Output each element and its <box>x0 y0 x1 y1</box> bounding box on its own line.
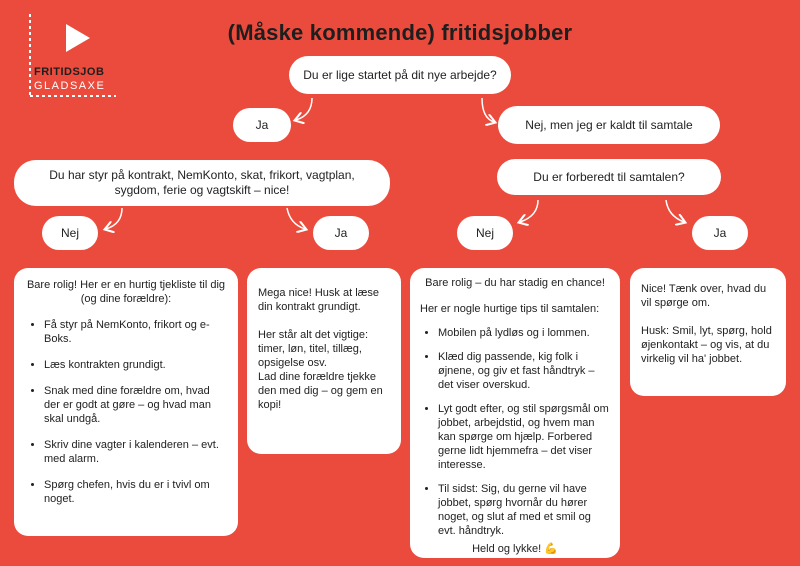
right-answer-yes: Ja <box>692 216 748 250</box>
arrow-root-to-yes <box>296 98 312 120</box>
card-right-no-list <box>420 326 610 538</box>
card-left-no-intro: Bare rolig! Her er en hurtig tjekliste til dig (og dine forældre): <box>26 279 226 305</box>
card-right-no <box>410 268 620 558</box>
list-item: • Til sidst: Sig, du gerne vil have jobbet, spørg hvornår du hører noget, og slut af med et smil og evt. håndtryk. <box>438 482 610 538</box>
arrow-left-to-no <box>106 208 122 229</box>
list-item: • Læs kontrakten grundigt. <box>44 358 226 372</box>
card-right-no-outro: Held og lykke! 💪 <box>472 543 558 555</box>
list-item: • Klæd dig passende, kig folk i øjnene, og giv et fast håndtryk – det viser overskud. <box>438 350 610 392</box>
list-item: • Skriv dine vagter i kalenderen – evt. med alarm. <box>44 438 226 466</box>
list-item: • Mobilen på lydløs og i lommen. <box>438 326 610 340</box>
card-right-yes-p2: Husk: Smil, lyt, spørg, hold øjenkontakt – og vis, at du virkelig vil ha' jobbet. <box>641 325 772 365</box>
arrow-left-to-yes <box>287 208 305 229</box>
list-item: • Få styr på NemKonto, frikort og e-Boks. <box>44 318 226 346</box>
arrow-right-to-no <box>520 200 538 222</box>
root-answer-no: Nej, men jeg er kaldt til samtale <box>498 106 720 144</box>
right-answer-no: Nej <box>457 216 513 250</box>
list-item: • Snak med dine forældre om, hvad der er godt at gøre – og hvad man skal undgå. <box>44 384 226 426</box>
card-left-no-list <box>26 318 226 506</box>
left-question: Du har styr på kontrakt, NemKonto, skat, frikort, vagtplan, sygdom, ferie og vagtskift – nice! <box>14 160 390 206</box>
card-left-yes <box>247 268 401 454</box>
list-item: • Spørg chefen, hvis du er i tvivl om noget. <box>44 478 226 506</box>
left-answer-no: Nej <box>42 216 98 250</box>
arrow-root-to-no <box>482 98 494 122</box>
card-left-yes-p1: Mega nice! Husk at læse din kontrakt grundigt. <box>258 287 380 313</box>
page-title: (Måske kommende) fritidsjobber <box>227 20 573 45</box>
card-left-yes-p2: Her står alt det vigtige: timer, løn, titel, tillæg, opsigelse osv. <box>258 329 369 369</box>
card-right-yes <box>630 268 786 396</box>
left-answer-yes: Ja <box>313 216 369 250</box>
root-answer-yes: Ja <box>233 108 291 142</box>
right-question: Du er forberedt til samtalen? <box>497 159 721 195</box>
card-left-yes-p3: Lad dine forældre tjekke den med dig – og gem en kopi! <box>258 371 383 411</box>
list-item: • Lyt godt efter, og stil spørgsmål om jobbet, arbejdstid, og hvem man kan spørge om hjælp. Forbered gerne lidt hjemmefra – det viser interesse. <box>438 402 610 472</box>
card-right-no-intro: Bare rolig – du har stadig en chance! <box>425 277 605 289</box>
logo-text-line2: GLADSAXE <box>34 80 106 92</box>
card-right-no-sub: Her er nogle hurtige tips til samtalen: <box>420 303 600 315</box>
arrow-right-to-yes <box>666 200 684 222</box>
card-right-yes-p1: Nice! Tænk over, hvad du vil spørge om. <box>641 283 767 309</box>
card-left-no <box>14 268 238 536</box>
root-question: Du er lige startet på dit nye arbejde? <box>289 56 511 94</box>
logo-text-line1: FRITIDSJOB <box>34 66 105 78</box>
